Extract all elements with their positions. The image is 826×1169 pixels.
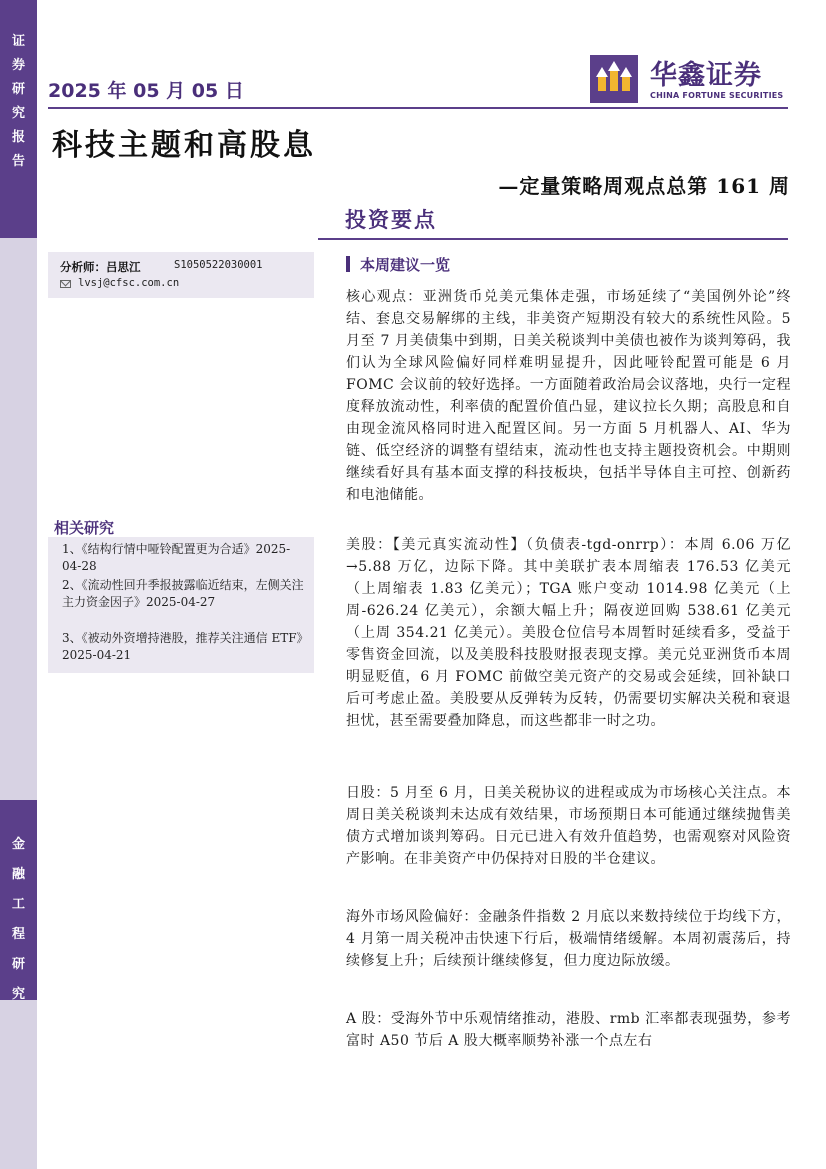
recommendation-heading: 本周建议一览 — [346, 254, 450, 275]
logo-text-cn: 华鑫证券 — [650, 60, 762, 91]
report-date: 2025 年 05 月 05 日 — [48, 80, 244, 102]
report-title: 科技主题和高股息 — [52, 128, 316, 163]
paragraph-us-stocks: 美股：【美元真实流动性】（负债表-tgd-onrrp）：本周 6.06 万亿→5.88 万亿，边际下降。其中美联扩表本周缩表 176.53 亿美元（上周缩表 1.83 亿美元）；TGA 账户变动 1014.98 亿美元（上周-626.24 亿美元），余额大幅上升；隔夜逆回购 538.61 亿美元（上周 354.21 亿美元）。美股仓位信号本周暂时延续看多，受益于零售资金回流，以及美股科技股财报表现支撑。美元兑亚洲货币本周明显贬值，6 月 FOMC 前做空美元资产的交易或会延续，回补缺口后可考虑止盈。美股要从反弹转为反转，仍需要切实解决关税和衰退担忧，甚至需要叠加降息，而这些都非一时之功。 — [346, 537, 791, 729]
sidebar — [0, 0, 37, 1169]
analyst-name: 分析师：吕思江 — [60, 260, 141, 274]
sidebar-top-label: 证 券 研 究 报 告 — [11, 34, 25, 169]
analyst-info — [48, 252, 314, 298]
header-divider — [48, 107, 788, 109]
related-research-list — [48, 537, 314, 673]
analyst-id: S1050522030001 — [174, 259, 263, 271]
analyst-email[interactable]: lvsj@cfsc.com.cn — [78, 277, 180, 289]
section-heading: 投资要点 — [345, 207, 437, 232]
related-item[interactable]: 3、《被动外资增持港股，推荐关注通信 ETF》2025-04-21 — [62, 631, 303, 662]
company-logo — [590, 55, 790, 105]
related-research-title: 相关研究 — [54, 519, 115, 537]
section-divider — [318, 238, 788, 240]
paragraph-a-shares: A 股：受海外节中乐观情绪推动，港股、rmb 汇率都表现强势，参考富时 A50 节后 A 股大概率顺势补涨一个点左右 — [346, 1011, 791, 1049]
paragraph-japan-stocks: 日股：5 月至 6 月，日美关税协议的进程或成为市场核心关注点。本周日美关税谈判未达成有效结果，市场预期日本可能通过继续抛售美债方式增加谈判筹码。日元已进入有效升值趋势，也需观察对风险资产影响。在非美资产中仍保持对日股的半仓建议。 — [346, 785, 791, 867]
logo-text-en: CHINA FORTUNE SECURITIES — [650, 91, 784, 100]
heading-bar-icon — [346, 256, 350, 272]
report-subtitle: —定量策略周观点总第 161 周 — [498, 174, 790, 198]
related-item[interactable]: 2、《流动性回升季报披露临近结束，左侧关注主力资金因子》2025-04-27 — [62, 578, 304, 609]
mail-icon — [60, 280, 71, 288]
paragraph-core-view: 核心观点：亚洲货币兑美元集体走强，市场延续了“美国例外论”终结、套息交易解绑的主线，非美资产短期没有较大的系统性风险。5 月至 7 月美债集中到期，日美关税谈判中美债也被作为谈判筹码，我们认为全球风险偏好同样难明显提升，因此哑铃配置可能是 6 月 FOMC 会议前的较好选择。一方面随着政治局会议落地，央行一定程度释放流动性，利率债的配置价值凸显，建议拉长久期；高股息和自由现金流风格同时进入配置区间。另一方面 5 月机器人、AI、华为链、低空经济的调整有望结束，流动性也支持主题投资机会。中期则继续看好具有基本面支撑的科技板块，包括半导体自主可控、创新药和电池储能。 — [346, 289, 791, 503]
logo-icon — [590, 55, 638, 103]
paragraph-overseas-risk: 海外市场风险偏好：金融条件指数 2 月底以来数持续位于均线下方，4 月第一周关税冲击快速下行后，极端情绪缓解。本周初震荡后，持续修复上升；后续预计继续修复，但力度边际放缓。 — [346, 909, 791, 969]
sidebar-bottom-label: 金 融 工 程 研 究 — [11, 837, 25, 1002]
related-item[interactable]: 1、《结构行情中哑铃配置更为合适》2025-04-28 — [62, 542, 291, 573]
